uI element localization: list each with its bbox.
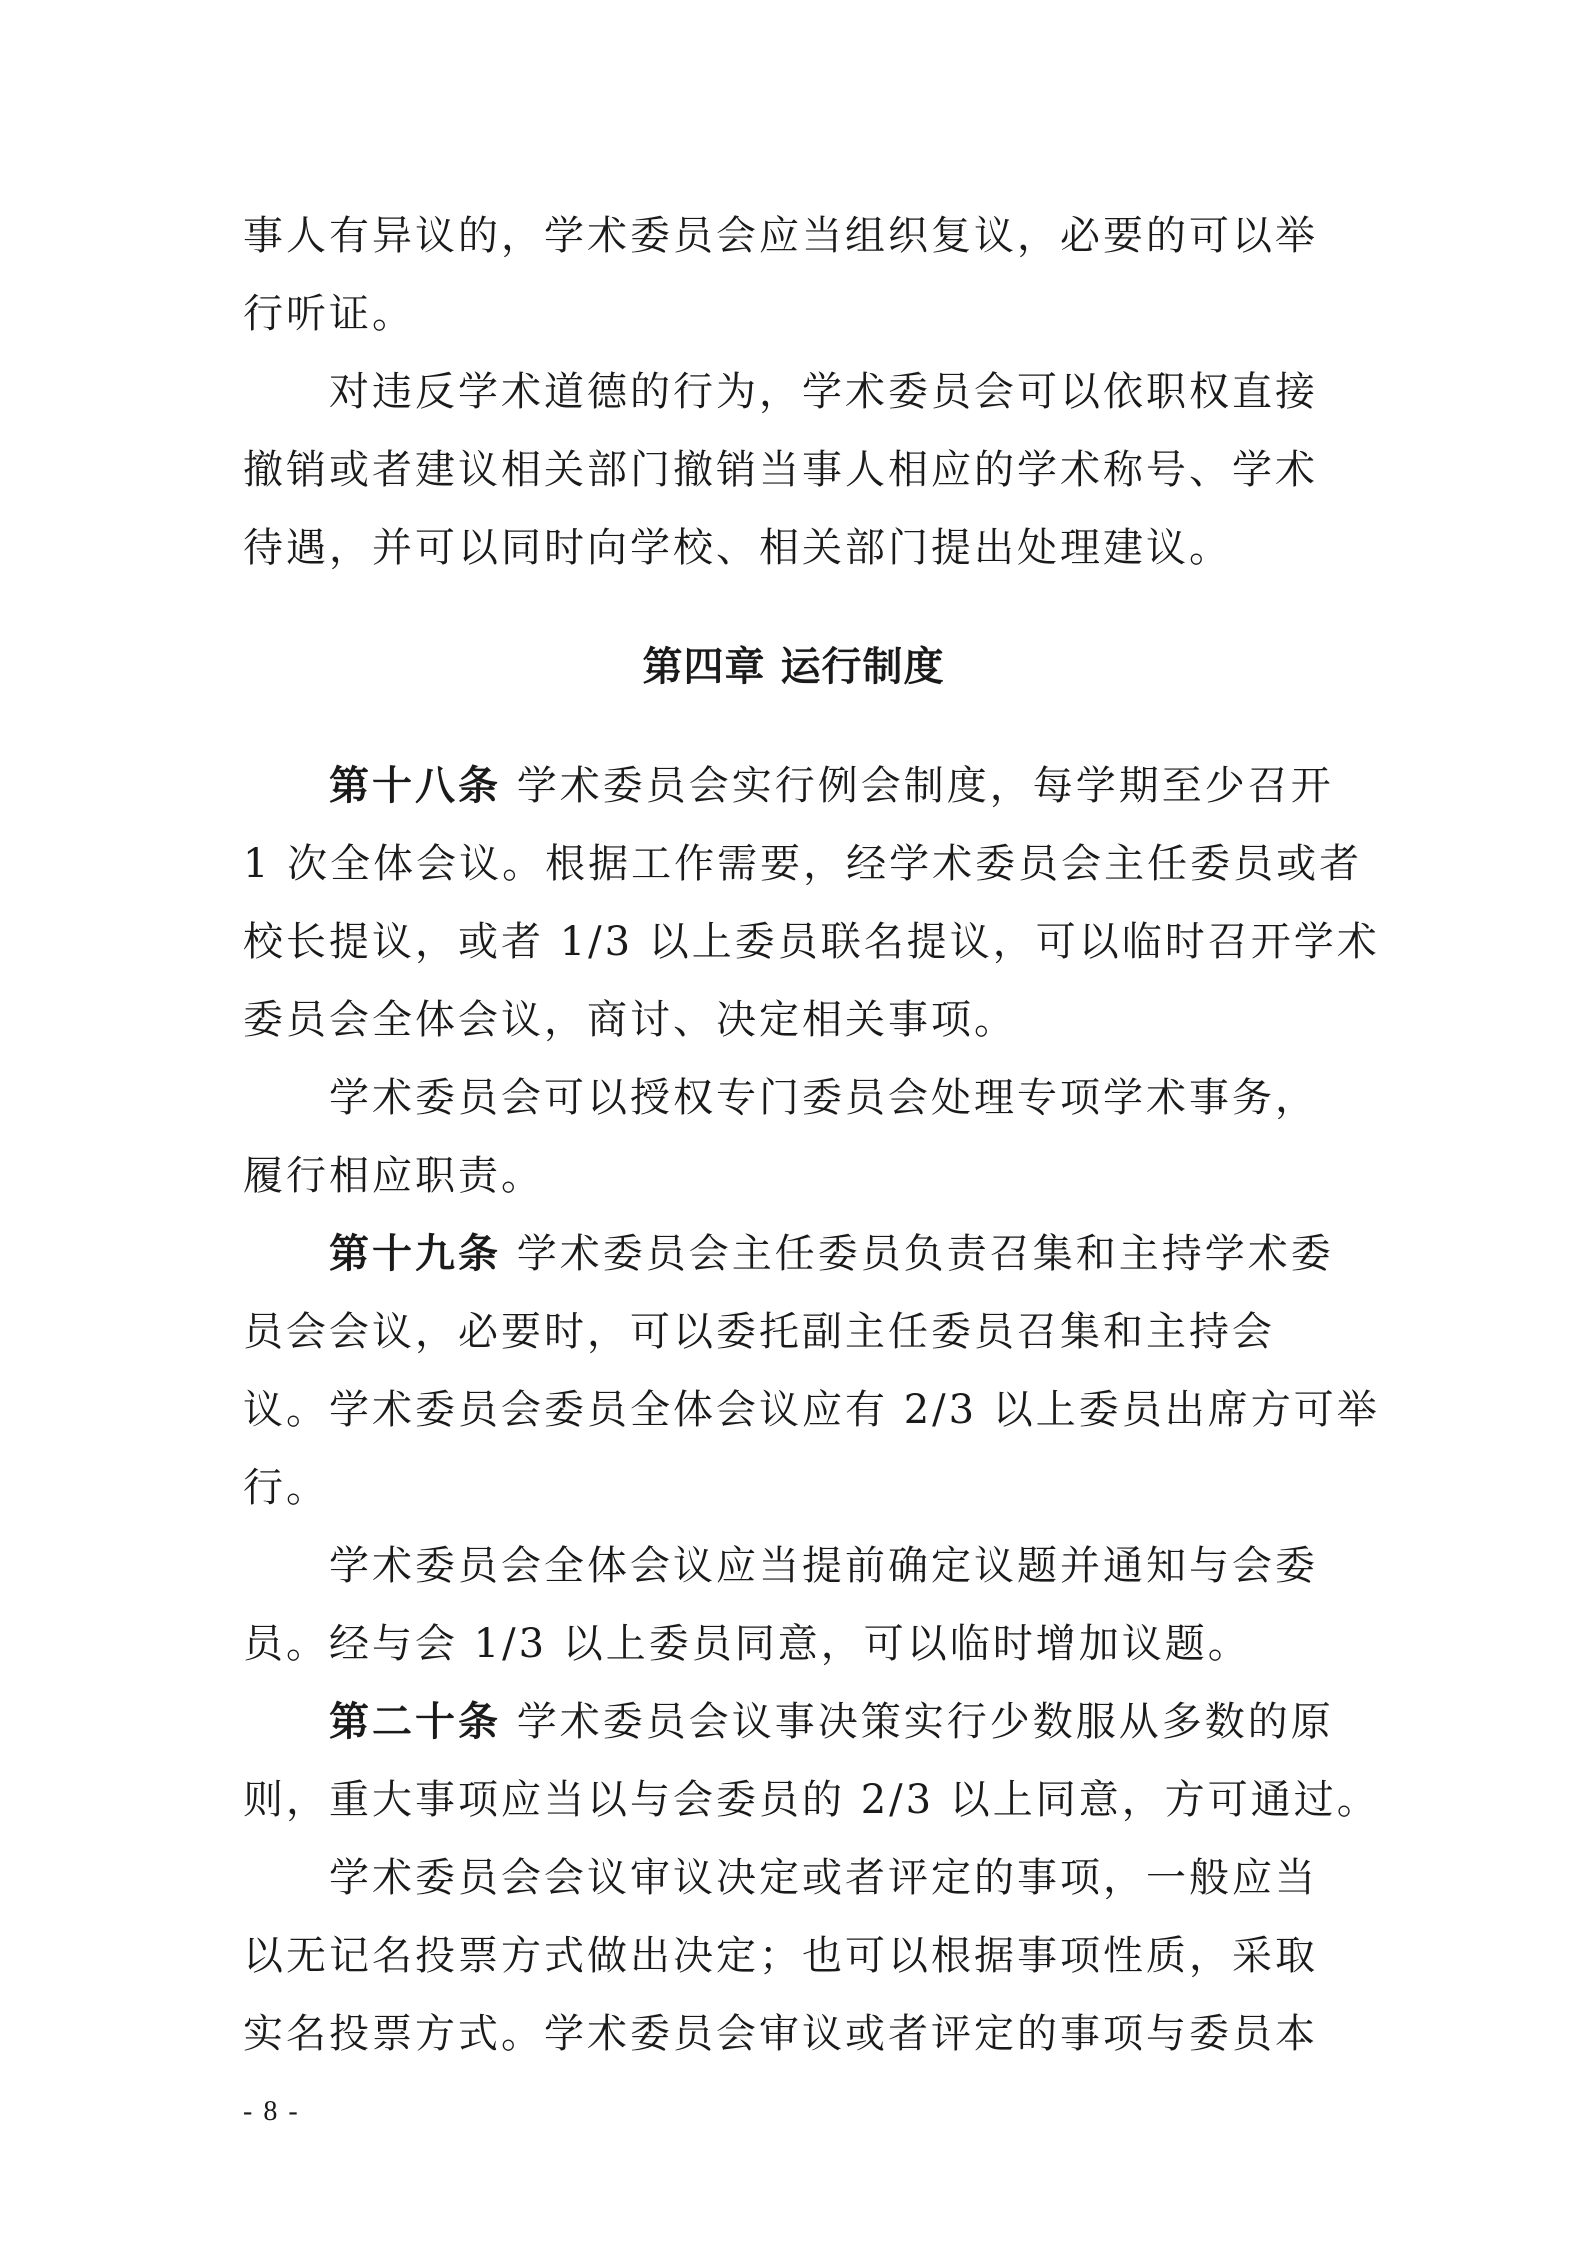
body-paragraph [243, 1839, 1353, 2073]
text-line: 1 次全体会议。根据工作需要，经学术委员会主任委员或者 [243, 841, 1363, 887]
text-line: 学术委员会全体会议应当提前确定议题并通知与会委 [243, 1543, 1318, 1589]
article-label: 第十八条 [243, 763, 501, 809]
text-line: 实名投票方式。学术委员会审议或者评定的事项与委员本 [243, 2011, 1318, 2057]
text-line: 撤销或者建议相关部门撤销当事人相应的学术称号、学术 [243, 447, 1318, 493]
text-line: 委员会全体会议，商讨、决定相关事项。 [243, 997, 1017, 1043]
page-number: - 8 - [243, 2096, 300, 2127]
article-20 [243, 1683, 1380, 1839]
article-18 [243, 747, 1380, 1059]
text-line: 学术委员会可以授权专门委员会处理专项学术事务， [243, 1075, 1318, 1121]
text-line: 学术委员会会议审议决定或者评定的事项，一般应当 [243, 1855, 1318, 1901]
text-line: 员会会议，必要时，可以委托副主任委员召集和主持会 [243, 1309, 1275, 1355]
text-line: 事人有异议的，学术委员会应当组织复议，必要的可以举 [243, 213, 1318, 259]
text-line: 对违反学术道德的行为，学术委员会可以依职权直接 [243, 369, 1318, 415]
text-line: 以无记名投票方式做出决定；也可以根据事项性质，采取 [243, 1933, 1318, 1979]
body-paragraph [243, 353, 1353, 587]
text-line: 议。学术委员会委员全体会议应有 2/3 以上委员出席方可举 [243, 1387, 1380, 1433]
text-line: 学术委员会议事决策实行少数服从多数的原 [501, 1699, 1334, 1745]
text-line: 待遇，并可以同时向学校、相关部门提出处理建议。 [243, 525, 1232, 571]
text-line: 学术委员会实行例会制度，每学期至少召开 [501, 763, 1334, 809]
article-label: 第二十条 [243, 1699, 501, 1745]
text-line: 校长提议，或者 1/3 以上委员联名提议，可以临时召开学术 [243, 919, 1380, 965]
body-paragraph [243, 1527, 1353, 1683]
article-19 [243, 1215, 1380, 1527]
chapter-title: 第四章 运行制度 [642, 644, 945, 690]
text-line: 学术委员会主任委员负责召集和主持学术委 [501, 1231, 1334, 1277]
text-line: 履行相应职责。 [243, 1153, 544, 1199]
text-line: 行。 [243, 1465, 329, 1511]
body-paragraph [243, 197, 1353, 353]
text-line: 则，重大事项应当以与会委员的 2/3 以上同意，方可通过。 [243, 1777, 1380, 1823]
text-line: 员。经与会 1/3 以上委员同意，可以临时增加议题。 [243, 1621, 1251, 1667]
text-line: 行听证。 [243, 291, 415, 337]
body-paragraph [243, 1059, 1353, 1215]
article-label: 第十九条 [243, 1231, 501, 1277]
